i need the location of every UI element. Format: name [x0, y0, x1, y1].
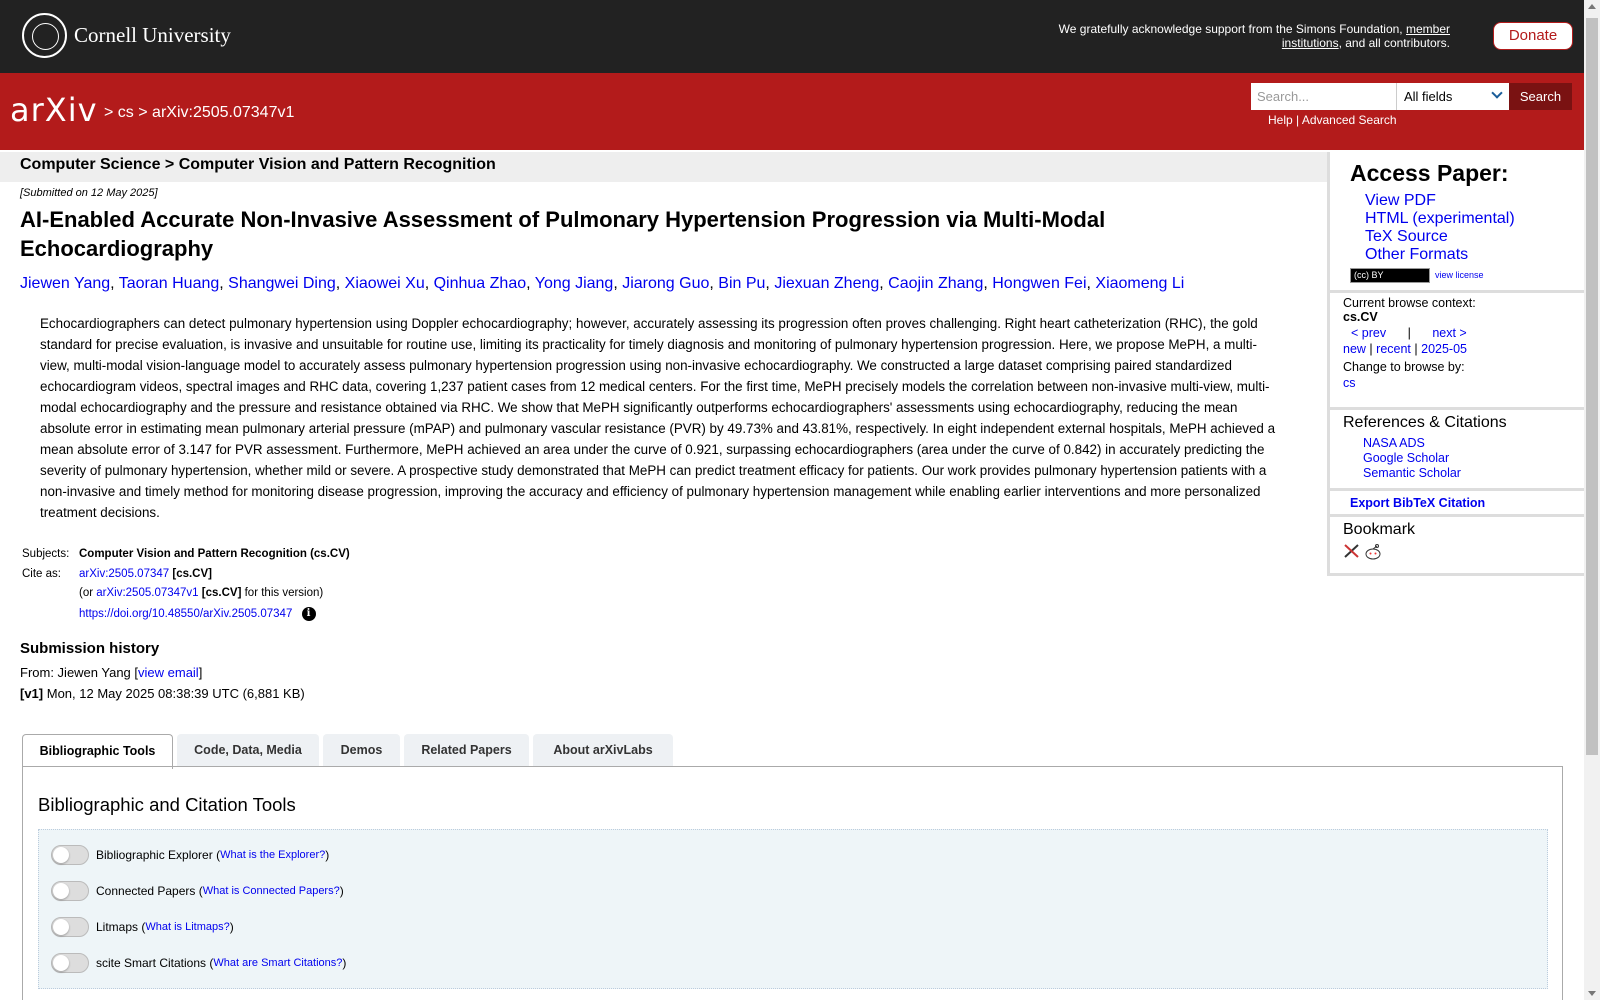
advanced-search-link[interactable]: Advanced Search	[1301, 113, 1397, 127]
tab-code-data-media[interactable]: Code, Data, Media	[177, 734, 319, 767]
references-section	[1343, 414, 1507, 481]
breadcrumb: > cs > arXiv:2505.07347v1	[104, 104, 295, 121]
scroll-up-icon[interactable]	[1588, 4, 1596, 9]
author-link[interactable]: Jiarong Guo	[622, 275, 710, 292]
subjects-label: Subjects:	[22, 548, 70, 560]
cite-label: Cite as:	[22, 567, 61, 580]
bibsonomy-icon[interactable]	[1343, 543, 1360, 559]
tex-source-link[interactable]: TeX Source	[1365, 228, 1448, 245]
tab-demos[interactable]: Demos	[323, 734, 400, 767]
cc-by-license-icon[interactable]: (cc) BY	[1350, 268, 1430, 283]
scroll-down-icon[interactable]	[1588, 991, 1596, 996]
semantic-scholar-link[interactable]: Semantic Scholar	[1363, 466, 1461, 480]
version-date: Mon, 12 May 2025 08:38:39 UTC (6,881 KB)	[46, 686, 305, 701]
chevron-down-icon	[1491, 87, 1502, 98]
toggle-list	[38, 829, 1548, 989]
browse-cs-link[interactable]: cs	[1343, 376, 1356, 390]
doi-link[interactable]: https://doi.org/10.48550/arXiv.2505.07347	[79, 607, 293, 620]
cite-id-link[interactable]: arXiv:2505.07347	[79, 567, 170, 580]
bibliographic-explorer-toggle[interactable]	[51, 845, 89, 865]
author-link[interactable]: Bin Pu	[718, 275, 766, 292]
references-title: References & Citations	[1343, 414, 1507, 431]
toggle-row: scite Smart Citations ( What are Smart Citations? )	[51, 952, 346, 974]
info-icon[interactable]: i	[302, 607, 316, 621]
toggle-row: Connected Papers ( What is Connected Papers? )	[51, 880, 344, 902]
member-institutions-link[interactable]: member institutions	[1281, 22, 1450, 50]
author-link[interactable]: Jiexuan Zheng	[774, 275, 880, 292]
author-link[interactable]: Shangwei Ding	[228, 275, 336, 292]
next-link[interactable]: next >	[1432, 326, 1467, 340]
view-email-link[interactable]: view email	[138, 665, 199, 680]
author-link[interactable]: Caojin Zhang	[888, 275, 984, 292]
bookmark-title: Bookmark	[1343, 521, 1416, 538]
access-links	[1365, 192, 1515, 264]
tab-about-arxivlabs[interactable]: About arXivLabs	[533, 734, 673, 767]
subjects-value: Computer Vision and Pattern Recognition (cs.CV)	[79, 548, 350, 560]
panel-title: Bibliographic and Citation Tools	[38, 794, 296, 815]
google-scholar-link[interactable]: Google Scholar	[1363, 451, 1450, 465]
cornell-seal-icon	[22, 13, 67, 58]
sidebar	[1327, 152, 1584, 576]
author-link[interactable]: Xiaomeng Li	[1095, 275, 1185, 292]
tab-panel	[22, 766, 1563, 1000]
sidebar-divider	[1330, 514, 1584, 517]
cornell-banner	[0, 0, 1584, 73]
submitted-date: [Submitted on 12 May 2025]	[20, 187, 158, 199]
nasa-ads-link[interactable]: NASA ADS	[1363, 436, 1425, 450]
search-input[interactable]: Search...	[1251, 83, 1396, 110]
help-links: Help | Advanced Search	[1268, 113, 1397, 127]
version-label: [v1]	[20, 686, 44, 701]
bookmark-section	[1343, 521, 1415, 561]
search-field-select[interactable]: All fields	[1396, 83, 1509, 110]
help-link[interactable]: Help	[1268, 113, 1293, 127]
submission-history: From: Jiewen Yang [view email] [v1] Mon, 12 May 2025 08:38:39 UTC (6,881 KB)	[20, 665, 305, 701]
subject-header: Computer Science > Computer Vision and Pattern Recognition	[0, 152, 1327, 182]
author-link[interactable]: Jiewen Yang	[20, 275, 111, 292]
author-list: Jiewen Yang, Taoran Huang, Shangwei Ding, Xiaowei Xu, Qinhua Zhao, Yong Jiang, Jiarong Guo, Bin Pu, Jiexuan Zheng, Caojin Zhang, Hongwen Fei, Xiaomeng Li	[20, 275, 1185, 292]
connected-papers-toggle[interactable]	[51, 881, 89, 901]
other-formats-link[interactable]: Other Formats	[1365, 246, 1469, 263]
author-link[interactable]: Yong Jiang	[534, 275, 614, 292]
cite-version-link[interactable]: arXiv:2505.07347v1	[96, 587, 199, 599]
author-link[interactable]: Xiaowei Xu	[344, 275, 425, 292]
arxiv-header	[0, 73, 1584, 150]
recent-link[interactable]: recent	[1376, 342, 1411, 356]
author-link[interactable]: Hongwen Fei	[992, 275, 1087, 292]
toggle-row: Bibliographic Explorer ( What is the Explorer? )	[51, 844, 329, 866]
scite-toggle[interactable]	[51, 953, 89, 973]
sidebar-divider	[1330, 488, 1584, 491]
sidebar-divider	[1330, 290, 1584, 293]
breadcrumb-cs[interactable]: cs	[117, 104, 134, 121]
view-pdf-link[interactable]: View PDF	[1365, 192, 1436, 209]
explorer-help-link[interactable]: What is the Explorer?	[220, 849, 326, 861]
connected-papers-help-link[interactable]: What is Connected Papers?	[202, 885, 340, 897]
scite-help-link[interactable]: What are Smart Citations?	[213, 957, 343, 969]
tab-related-papers[interactable]: Related Papers	[404, 734, 529, 767]
new-link[interactable]: new	[1343, 342, 1366, 356]
toggle-row: Litmaps ( What is Litmaps? )	[51, 916, 234, 938]
export-bibtex-link[interactable]: Export BibTeX Citation	[1350, 496, 1486, 510]
paper-title: AI-Enabled Accurate Non-Invasive Assessment of Pulmonary Hypertension Progression via Multi-Modal Echocardiography	[20, 207, 1106, 261]
scroll-thumb[interactable]	[1586, 18, 1598, 755]
month-link[interactable]: 2025-05	[1421, 342, 1467, 356]
author-link[interactable]: Taoran Huang	[118, 275, 220, 292]
page-scrollbar[interactable]	[1584, 0, 1600, 1000]
html-link[interactable]: HTML (experimental)	[1365, 210, 1515, 227]
arxiv-logo[interactable]: arXiv	[10, 91, 98, 129]
prev-link[interactable]: < prev	[1351, 326, 1387, 340]
reddit-icon[interactable]	[1364, 543, 1382, 561]
submission-history-title: Submission history	[20, 640, 160, 657]
cornell-name: Cornell University	[74, 23, 231, 47]
access-paper-title: Access Paper:	[1350, 160, 1509, 186]
tab-bibliographic-tools[interactable]: Bibliographic Tools	[22, 734, 173, 769]
abstract: Echocardiographers can detect pulmonary hypertension using Doppler echocardiography; however, accurately assessing its progression often proves challenging. Right heart catheterization (RHC), the gold standard for precise evaluation, is invasive and unsuitable for routine use, limiting its practicality for timely diagnosis and monitoring of pulmonary hypertension progression. Here, we propose MePH, a multi-view, multi-modal vision-language model to accurately assess pulmonary hypertension progression using non-invasive echocardiography. We constructed a large dataset comprising paired standardized echocardiogram videos, spectral images and RHC data, covering 1,237 patient cases from 12 medical centers. For the first time, MePH precisely models the correlation between non-invasive multi-view, multi-modal echocardiography and the pressure and resistance obtained via RHC. We show that MePH significantly outperforms echocardiographers' assessments using echocardiography, reducing the mean absolute error in estimating mean pulmonary arterial pressure (mPAP) and pulmonary vascular resistance (PVR) by 49.73% and 43.81%, respectively. In eight independent external hospitals, MePH achieved a mean absolute error of 3.147 for PVR assessment. Furthermore, MePH achieved an area under the curve of 0.921, surpassing echocardiographers (area under the curve of 0.842) in accurately predicting the severity of pulmonary hypertension, whether mild or severe. A prospective study demonstrated that MePH can predict treatment efficacy for patients. Our work provides pulmonary hypertension patients with a non-invasive and timely method for monitoring disease progression, improving the accuracy and efficiency of pulmonary hypertension management while enabling earlier interventions and more personalized treatment decisions.	[40, 316, 1276, 520]
donate-button[interactable]: Donate	[1493, 22, 1573, 50]
litmaps-help-link[interactable]: What is Litmaps?	[145, 921, 230, 933]
search-button[interactable]: Search	[1509, 83, 1572, 110]
browse-context: Current browse context: cs.CV < prev | next > new | recent | 2025-05 Change to browse by: cs	[1343, 296, 1476, 390]
author-link[interactable]: Qinhua Zhao	[433, 275, 527, 292]
breadcrumb-paper-id: arXiv:2505.07347v1	[152, 104, 295, 121]
sidebar-divider	[1330, 407, 1584, 410]
support-message: We gratefully acknowledge support from the Simons Foundation, member institutions, and all contributors.	[1058, 22, 1450, 50]
cornell-logo[interactable]	[22, 13, 231, 58]
view-license-link[interactable]: view license	[1435, 270, 1484, 280]
litmaps-toggle[interactable]	[51, 917, 89, 937]
